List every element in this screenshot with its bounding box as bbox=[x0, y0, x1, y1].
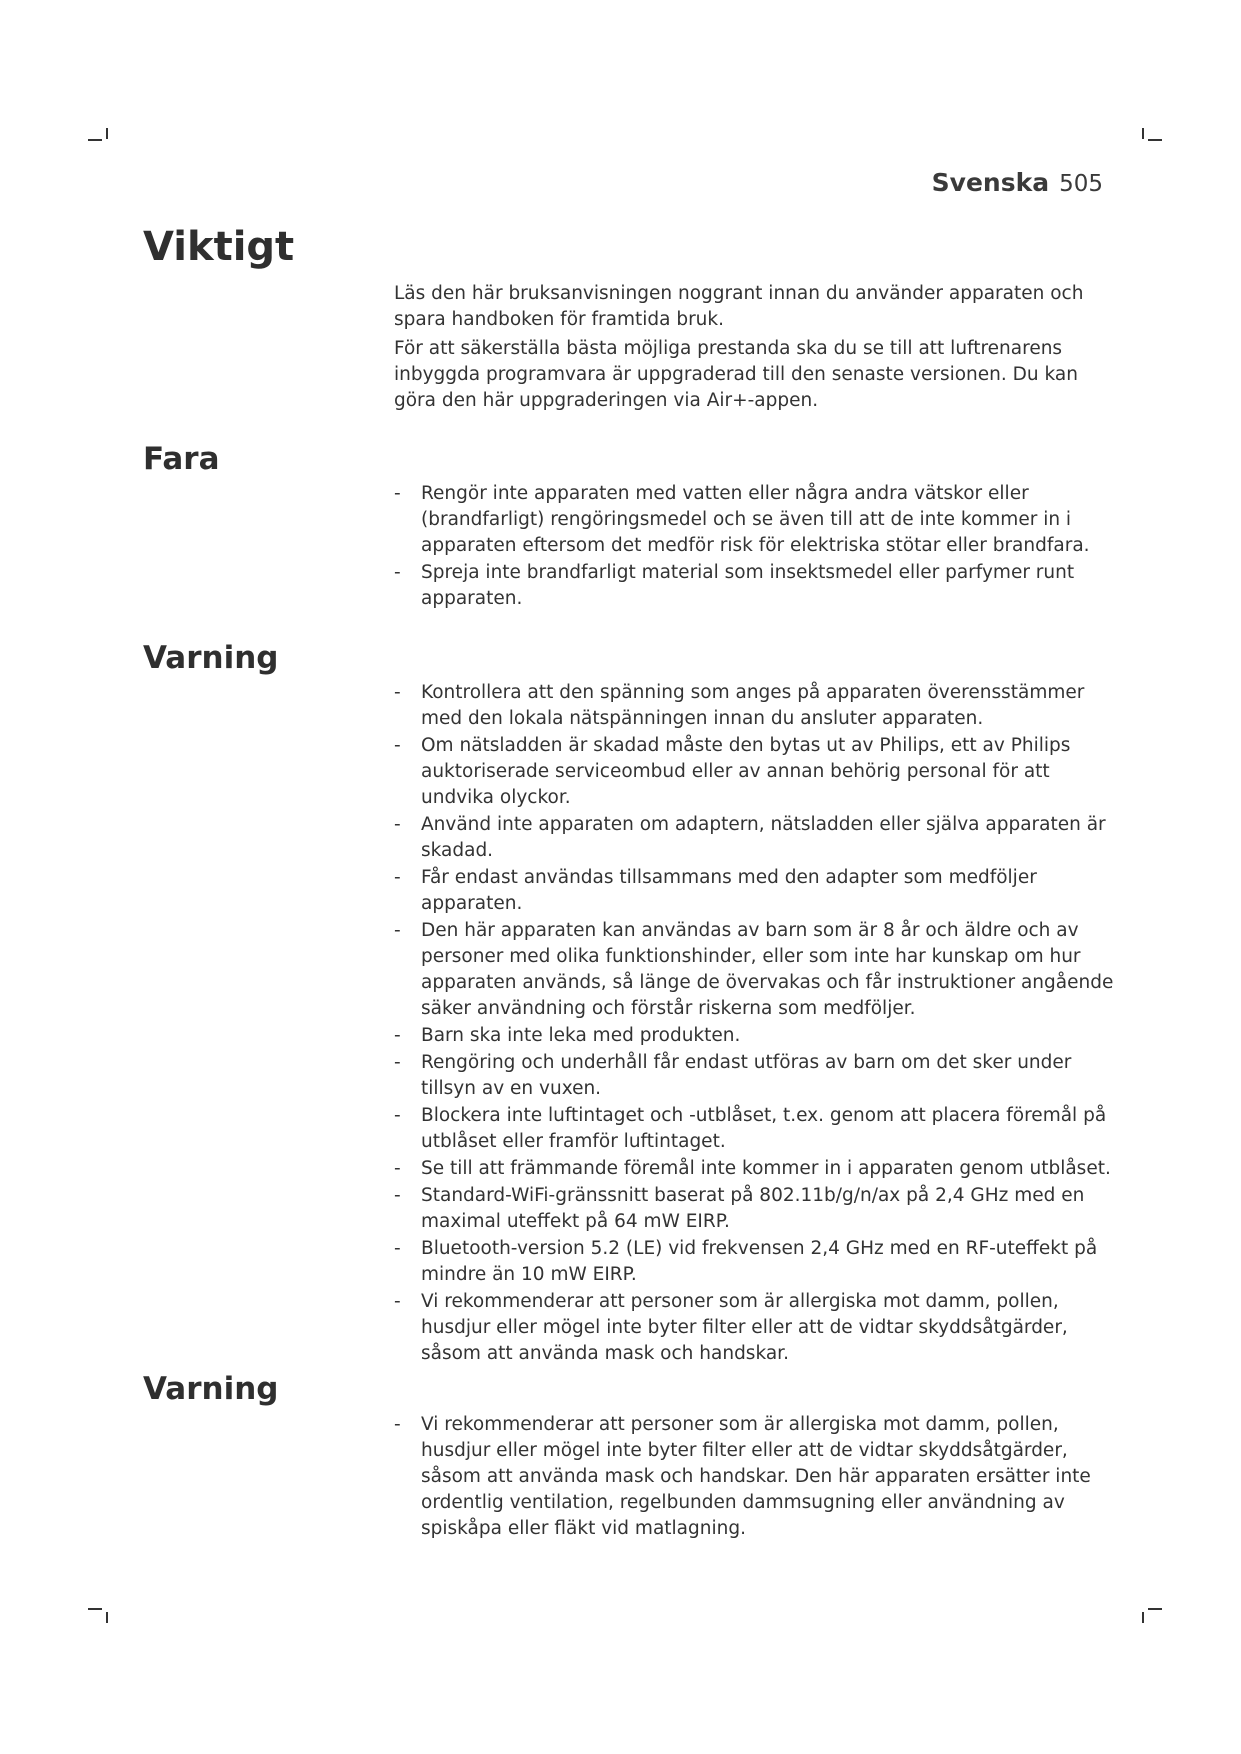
section-body-varning bbox=[394, 680, 1124, 1368]
dash-marker: - bbox=[394, 1185, 401, 1206]
list-item bbox=[394, 1103, 1124, 1155]
paragraph: Läs den här bruksanvisningen noggrant innan du använder apparaten och spara handboken för framtida bruk. bbox=[394, 283, 1084, 330]
section-heading-varning: Varning bbox=[143, 640, 279, 676]
list-item-text: Den här apparaten kan användas av barn som är 8 år och äldre och av personer med olika funktionshinder, eller som inte har kunskap om hur apparaten används, så länge de övervakas och får instruktioner angående säker användning och förstår riskerna som medföljer. bbox=[421, 920, 1114, 1019]
dash-marker: - bbox=[394, 1052, 401, 1073]
list-item bbox=[394, 1023, 1124, 1049]
section-heading-fara: Fara bbox=[143, 441, 220, 477]
section-heading-viktigt: Viktigt bbox=[143, 224, 295, 270]
dash-marker: - bbox=[394, 562, 401, 583]
list-item-text: Får endast användas tillsammans med den adapter som medföljer apparaten. bbox=[421, 867, 1037, 914]
list-item bbox=[394, 812, 1124, 864]
list-varning-2 bbox=[394, 1412, 1124, 1542]
list-item bbox=[394, 1412, 1124, 1542]
list-item-text: Kontrollera att den spänning som anges på apparaten överensstämmer med den lokala nätspänningen innan du ansluter apparaten. bbox=[421, 682, 1085, 729]
list-item bbox=[394, 1183, 1124, 1235]
list-item-text: Vi rekommenderar att personer som är allergiska mot damm, pollen, husdjur eller mögel inte byter filter eller att de vidtar skyddsåtgärder, såsom att använda mask och handskar. bbox=[421, 1291, 1068, 1364]
list-item-text: Standard-WiFi-gränssnitt baserat på 802.11b/g/n/ax på 2,4 GHz med en maximal uteffekt på 64 mW EIRP. bbox=[421, 1185, 1085, 1232]
list-item bbox=[394, 680, 1124, 732]
list-item bbox=[394, 1236, 1124, 1288]
dash-marker: - bbox=[394, 1105, 401, 1126]
list-item bbox=[394, 733, 1124, 811]
list-item bbox=[394, 865, 1124, 917]
page-header bbox=[932, 168, 1103, 197]
list-item-text: Vi rekommenderar att personer som är allergiska mot damm, pollen, husdjur eller mögel inte byter filter eller att de vidtar skyddsåtgärder, såsom att använda mask och handskar. Den här apparaten ersätter inte ordentlig ventilation, regelbunden dammsugning eller användning av spiskåpa eller fläkt vid matlagning. bbox=[421, 1414, 1091, 1539]
list-item-text: Rengör inte apparaten med vatten eller några andra vätskor eller (brandfarligt) rengöringsmedel och se även till att de inte kommer in i apparaten eftersom det medför risk för elektriska stötar eller brandfara. bbox=[421, 483, 1090, 556]
page-number: 505 bbox=[1059, 171, 1103, 197]
list-item bbox=[394, 1050, 1124, 1102]
list-item bbox=[394, 1289, 1124, 1367]
list-item bbox=[394, 560, 1124, 612]
list-item-text: Se till att främmande föremål inte kommer in i apparaten genom utblåset. bbox=[421, 1158, 1111, 1179]
list-item-text: Rengöring och underhåll får endast utföras av barn om det sker under tillsyn av en vuxen. bbox=[421, 1052, 1072, 1099]
paragraph: För att säkerställa bästa möjliga prestanda ska du se till att luftrenarens inbyggda programvara är uppgraderad till den senaste versionen. Du kan göra den här uppgraderingen via Air+-appen. bbox=[394, 338, 1078, 411]
section-heading-varning-2: Varning bbox=[143, 1371, 279, 1407]
dash-marker: - bbox=[394, 1238, 401, 1259]
list-item-text: Spreja inte brandfarligt material som insektsmedel eller parfymer runt apparaten. bbox=[421, 562, 1075, 609]
list-item bbox=[394, 481, 1124, 559]
section-body-varning-2 bbox=[394, 1412, 1124, 1543]
list-item bbox=[394, 1156, 1124, 1182]
dash-marker: - bbox=[394, 1414, 401, 1435]
list-item-text: Använd inte apparaten om adaptern, nätsladden eller själva apparaten är skadad. bbox=[421, 814, 1106, 861]
dash-marker: - bbox=[394, 483, 401, 504]
list-item bbox=[394, 918, 1124, 1022]
dash-marker: - bbox=[394, 1291, 401, 1312]
dash-marker: - bbox=[394, 920, 401, 941]
dash-marker: - bbox=[394, 814, 401, 835]
list-item-text: Bluetooth-version 5.2 (LE) vid frekvensen 2,4 GHz med en RF-uteffekt på mindre än 10 mW EIRP. bbox=[421, 1238, 1098, 1285]
list-item-text: Barn ska inte leka med produkten. bbox=[421, 1025, 741, 1046]
language-label: Svenska bbox=[931, 168, 1050, 197]
list-item-text: Om nätsladden är skadad måste den bytas ut av Philips, ett av Philips auktoriserade serviceombud eller av annan behörig personal för att undvika olyckor. bbox=[421, 735, 1071, 808]
section-body-fara bbox=[394, 481, 1124, 613]
dash-marker: - bbox=[394, 1025, 401, 1046]
dash-marker: - bbox=[394, 1158, 401, 1179]
list-item-text: Blockera inte luftintaget och -utblåset, t.ex. genom att placera föremål på utblåset eller framför luftintaget. bbox=[421, 1105, 1107, 1152]
dash-marker: - bbox=[394, 867, 401, 888]
list-fara bbox=[394, 481, 1124, 612]
dash-marker: - bbox=[394, 735, 401, 756]
section-body-viktigt bbox=[394, 281, 1124, 417]
dash-marker: - bbox=[394, 682, 401, 703]
list-varning bbox=[394, 680, 1124, 1367]
